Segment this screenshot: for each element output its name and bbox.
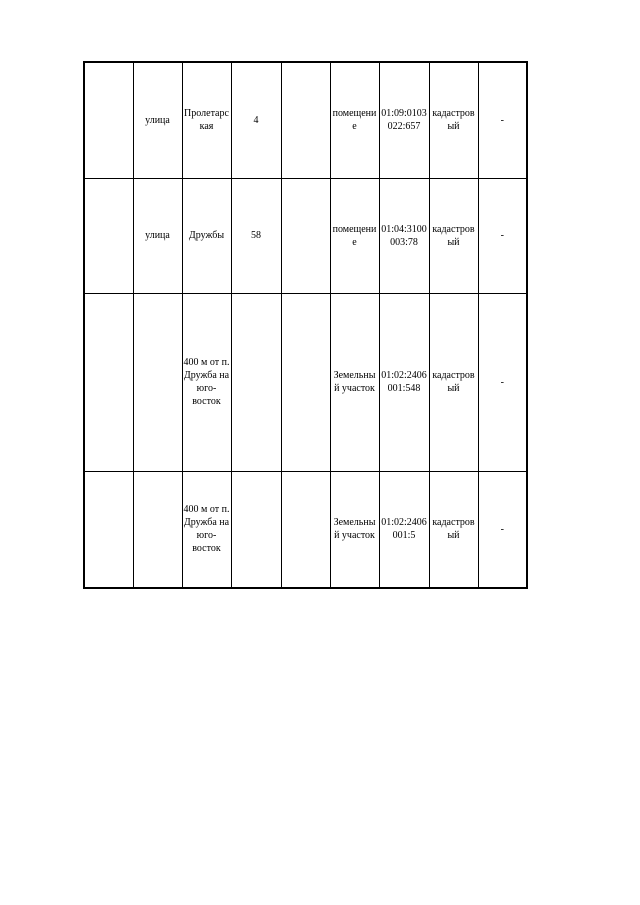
note-cell: - bbox=[478, 62, 527, 178]
cadastral-number-cell: 01:04:3100003:78 bbox=[379, 178, 429, 293]
street-type-cell: улица bbox=[133, 62, 182, 178]
building-cell bbox=[281, 293, 330, 471]
table-row bbox=[84, 178, 527, 293]
object-type-cell: Земельный участок bbox=[330, 293, 379, 471]
table-row bbox=[84, 293, 527, 471]
street-name-cell: Пролетарская bbox=[182, 62, 231, 178]
object-type-cell: помещение bbox=[330, 178, 379, 293]
building-cell bbox=[281, 471, 330, 588]
location-description-cell: 400 м от п. Дружба на юго-восток bbox=[182, 471, 231, 588]
cadastral-number-cell: 01:02:2406001:5 bbox=[379, 471, 429, 588]
location-description-cell: 400 м от п. Дружба на юго-восток bbox=[182, 293, 231, 471]
note-cell: - bbox=[478, 293, 527, 471]
cadastral-number-cell: 01:09:0103022:657 bbox=[379, 62, 429, 178]
street-type-cell bbox=[133, 293, 182, 471]
object-type-cell: помещение bbox=[330, 62, 379, 178]
table-row bbox=[84, 62, 527, 178]
note-cell: - bbox=[478, 471, 527, 588]
row-number-cell bbox=[84, 471, 133, 588]
table-row bbox=[84, 471, 527, 588]
street-name-cell: Дружбы bbox=[182, 178, 231, 293]
building-cell bbox=[281, 178, 330, 293]
street-type-cell: улица bbox=[133, 178, 182, 293]
property-register-table bbox=[83, 61, 528, 589]
row-number-cell bbox=[84, 293, 133, 471]
house-number-cell bbox=[231, 471, 281, 588]
number-type-cell: кадастровый bbox=[429, 178, 478, 293]
house-number-cell bbox=[231, 293, 281, 471]
street-type-cell bbox=[133, 471, 182, 588]
house-number-cell: 58 bbox=[231, 178, 281, 293]
number-type-cell: кадастровый bbox=[429, 62, 478, 178]
note-cell: - bbox=[478, 178, 527, 293]
row-number-cell bbox=[84, 62, 133, 178]
number-type-cell: кадастровый bbox=[429, 293, 478, 471]
object-type-cell: Земельный участок bbox=[330, 471, 379, 588]
building-cell bbox=[281, 62, 330, 178]
house-number-cell: 4 bbox=[231, 62, 281, 178]
row-number-cell bbox=[84, 178, 133, 293]
number-type-cell: кадастровый bbox=[429, 471, 478, 588]
cadastral-number-cell: 01:02:2406001:548 bbox=[379, 293, 429, 471]
